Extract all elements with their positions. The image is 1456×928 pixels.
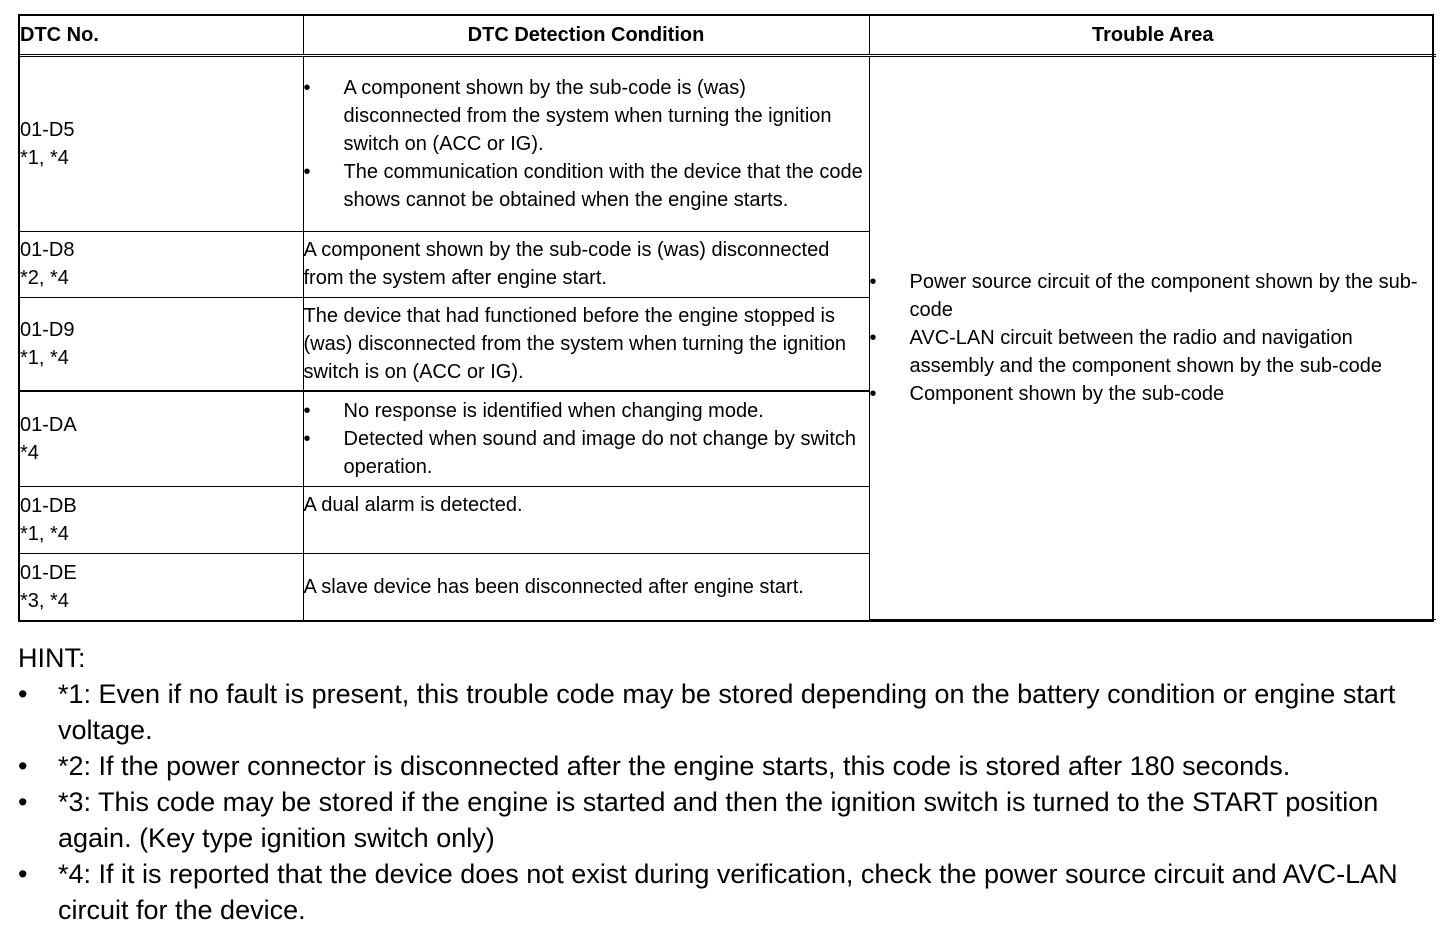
condition-cell: A dual alarm is detected. (303, 486, 869, 553)
table-row (20, 55, 1436, 231)
dtc-code: 01-D5 (20, 118, 75, 141)
list-item: • The communication condition with the device that the code shows cannot be obtained when the engine starts. (304, 158, 869, 214)
header-dtc-no: DTC No. (20, 16, 303, 55)
hint-label: HINT: (18, 643, 86, 673)
dtc-cell (20, 553, 303, 619)
condition-list (304, 74, 869, 214)
hint-item: • *3: This code may be stored if the engine is started and then the ignition switch is turned to the START position again. (Key type ignition switch only) (18, 784, 1448, 856)
list-item: • AVC-LAN circuit between the radio and navigation assembly and the component shown by the sub-code (870, 324, 1437, 380)
dtc-code: 01-DE (20, 561, 77, 584)
dtc-notes: *4 (20, 442, 39, 465)
condition-cell (303, 55, 869, 231)
condition-cell: A component shown by the sub-code is (was) disconnected from the system after engine start. (303, 231, 869, 297)
list-item: • A component shown by the sub-code is (was) disconnected from the system when turning the ignition switch on (ACC or IG). (304, 74, 869, 158)
dtc-notes: *1, *4 (20, 346, 69, 369)
list-item: • No response is identified when changing mode. (304, 397, 869, 425)
table-header-row (20, 16, 1436, 55)
dtc-notes: *1, *4 (20, 146, 69, 169)
hint-section (18, 640, 1448, 928)
dtc-cell (20, 391, 303, 486)
dtc-cell (20, 55, 303, 231)
header-trouble-area: Trouble Area (869, 16, 1436, 55)
dtc-code: 01-DB (20, 494, 77, 517)
dtc-code: 01-D9 (20, 318, 75, 341)
hint-item: • *2: If the power connector is disconnected after the engine starts, this code is stored after 180 seconds. (18, 748, 1448, 784)
hint-list (18, 676, 1448, 928)
dtc-notes: *2, *4 (20, 267, 69, 290)
condition-cell: A slave device has been disconnected after engine start. (303, 553, 869, 619)
hint-item: • *1: Even if no fault is present, this trouble code may be stored depending on the battery condition or engine start voltage. (18, 676, 1448, 748)
list-item: • Power source circuit of the component shown by the sub-code (870, 268, 1437, 324)
condition-cell (303, 391, 869, 486)
condition-cell: The device that had functioned before the engine stopped is (was) disconnected from the system when turning the ignition switch is on (ACC or IG). (303, 297, 869, 391)
dtc-cell (20, 297, 303, 391)
dtc-table-grid (20, 16, 1436, 620)
dtc-cell (20, 231, 303, 297)
dtc-notes: *1, *4 (20, 522, 69, 545)
dtc-code: 01-DA (20, 414, 77, 437)
header-detection-condition: DTC Detection Condition (303, 16, 869, 55)
dtc-cell (20, 486, 303, 553)
dtc-code: 01-D8 (20, 239, 75, 262)
condition-list (304, 397, 869, 481)
trouble-area-cell (869, 55, 1436, 620)
hint-item: • *4: If it is reported that the device does not exist during verification, check the power source circuit and AVC-LAN circuit for the device. (18, 856, 1448, 928)
list-item: • Detected when sound and image do not change by switch operation. (304, 425, 869, 481)
dtc-notes: *3, *4 (20, 589, 69, 612)
list-item: • Component shown by the sub-code (870, 380, 1437, 408)
trouble-area-list (870, 268, 1437, 408)
dtc-table (18, 14, 1434, 622)
